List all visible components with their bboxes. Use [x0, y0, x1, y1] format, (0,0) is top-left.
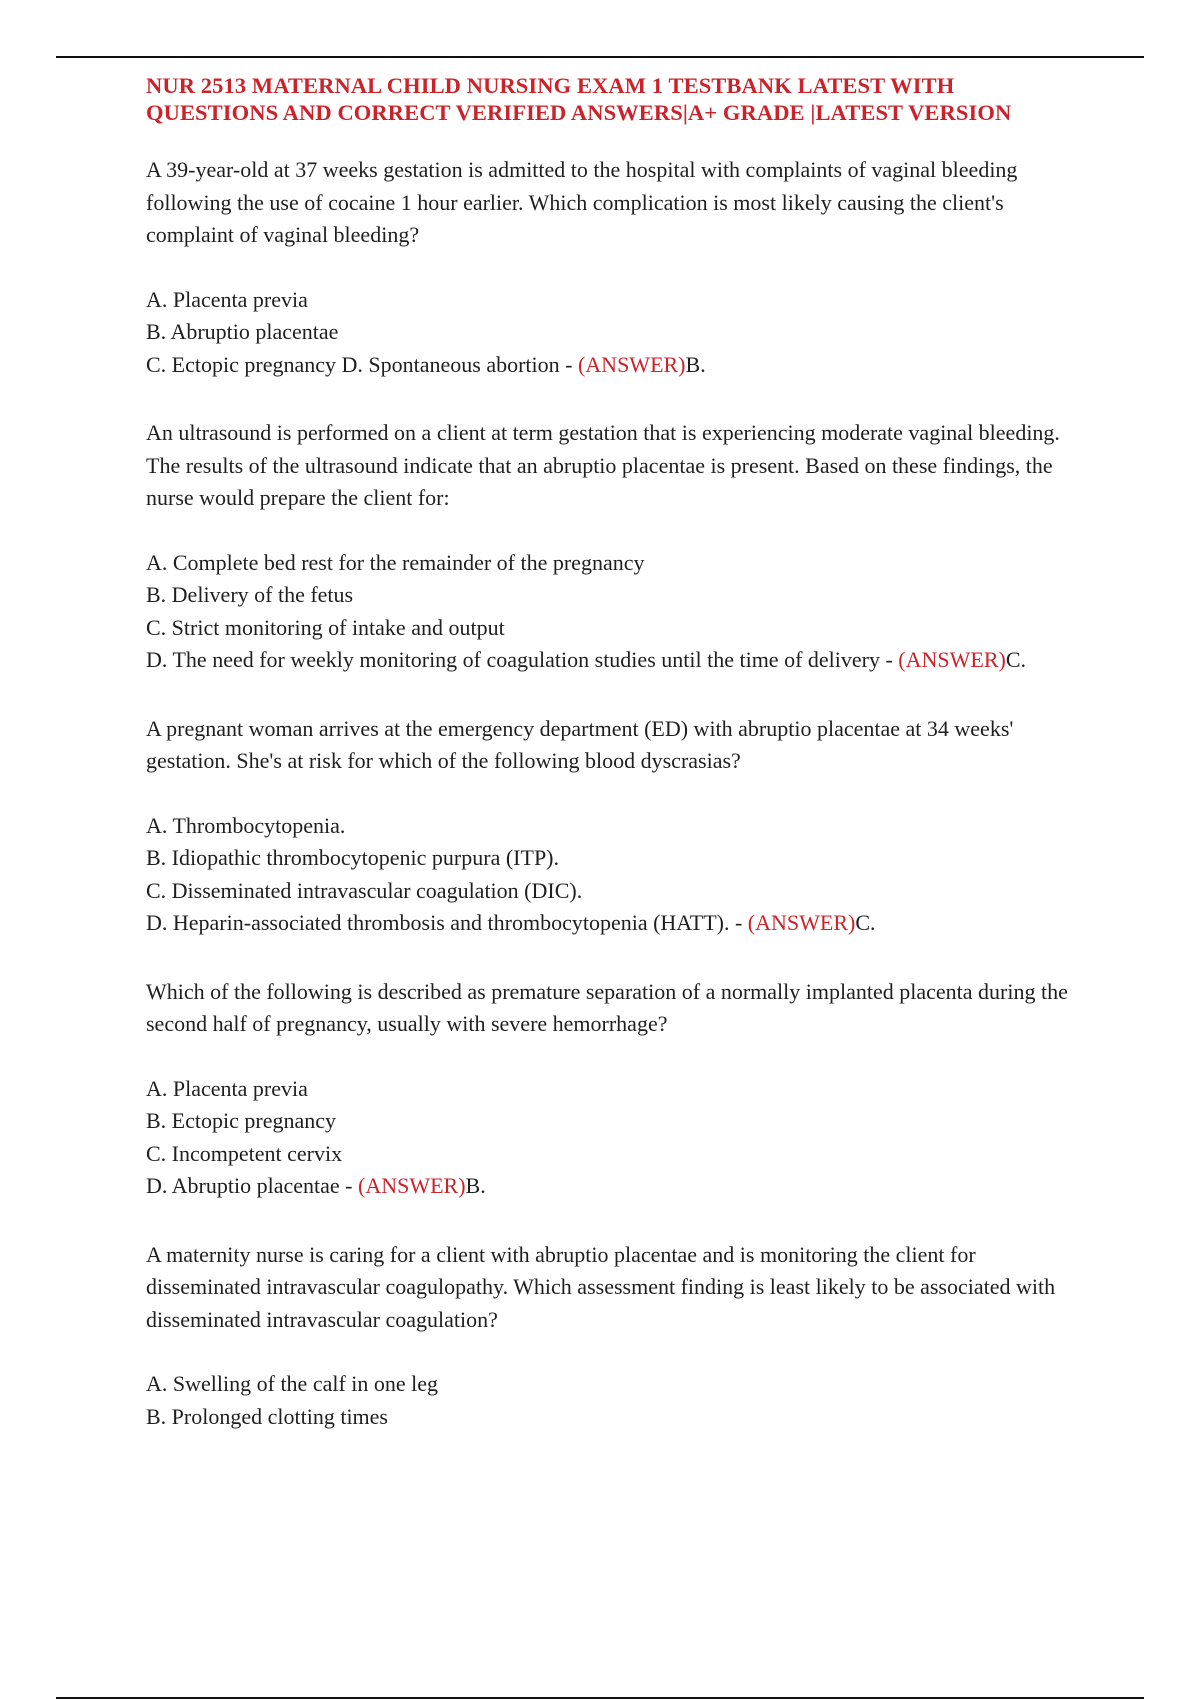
- question-block: [146, 154, 1086, 381]
- question-block: [146, 417, 1086, 677]
- question-stem: A pregnant woman arrives at the emergency department (ED) with abruptio placentae at 34 weeks' gestation. She's at risk for which of the following blood dyscrasias?: [146, 715, 1014, 773]
- question-stem: An ultrasound is performed on a client at term gestation that is experiencing moderate vaginal bleeding. The results of the ultrasound indicate that an abruptio placentae is present. Based on these findings, the nurse would prepare the client for:: [146, 420, 1060, 510]
- answer-letter: B.: [465, 1173, 486, 1198]
- answer-letter: C.: [855, 910, 876, 935]
- answer-marker: (ANSWER): [747, 910, 856, 935]
- question-block: [146, 713, 1086, 940]
- option: A. Thrombocytopenia.: [146, 812, 346, 838]
- document-title: [146, 72, 1086, 126]
- top-rule: [56, 56, 1144, 58]
- question-stem: A maternity nurse is caring for a client with abruptio placentae and is monitoring the client for disseminated intravascular coagulopathy. Which assessment finding is least likely to be associated with disseminated intravascular coagulation?: [146, 1241, 1056, 1332]
- answer-marker: (ANSWER): [358, 1173, 466, 1198]
- option: B. Idiopathic thrombocytopenic purpura (ITP).: [146, 845, 560, 870]
- answer-marker: (ANSWER): [577, 351, 686, 377]
- option: A. Complete bed rest for the remainder of the pregnancy: [146, 549, 645, 575]
- question-block: [146, 1239, 1086, 1434]
- options-list: [146, 284, 1086, 382]
- option: A. Placenta previa: [146, 1075, 308, 1101]
- option-text: D. The need for weekly monitoring of coagulation studies until the time of delivery -: [146, 647, 899, 672]
- title-line-2: QUESTIONS AND CORRECT VERIFIED ANSWERS|A+ GRADE |LATEST VERSION: [146, 100, 1012, 125]
- option: B. Ectopic pregnancy: [146, 1108, 336, 1133]
- answer-letter: C.: [1005, 647, 1027, 672]
- option: C. Incompetent cervix: [146, 1140, 343, 1166]
- options-list: [146, 810, 1086, 940]
- option: B. Prolonged clotting times: [146, 1403, 388, 1429]
- question-stem: A 39-year-old at 37 weeks gestation is admitted to the hospital with complaints of vaginal bleeding following the use of cocaine 1 hour earlier. Which complication is most likely causing the client's complaint of vaginal bleeding?: [146, 157, 1018, 247]
- option-with-answer: [146, 644, 1086, 677]
- options-list: [146, 1368, 1086, 1433]
- option-text: D. Abruptio placentae -: [146, 1173, 358, 1198]
- option-with-answer: [146, 1170, 1086, 1203]
- title-line-1: NUR 2513 MATERNAL CHILD NURSING EXAM 1 TESTBANK LATEST WITH: [146, 73, 955, 98]
- question-stem: Which of the following is described as premature separation of a normally implanted placenta during the second half of pregnancy, usually with severe hemorrhage?: [146, 978, 1068, 1036]
- options-list: [146, 547, 1086, 677]
- document-page: [146, 72, 1086, 1433]
- option: B. Delivery of the fetus: [146, 582, 354, 607]
- option-with-answer: [146, 349, 1086, 382]
- option: A. Swelling of the calf in one leg: [146, 1371, 439, 1396]
- options-list: [146, 1073, 1086, 1203]
- question-block: [146, 976, 1086, 1203]
- option-text: C. Ectopic pregnancy D. Spontaneous abortion -: [146, 351, 578, 377]
- option: C. Strict monitoring of intake and output: [146, 614, 505, 640]
- option: A. Placenta previa: [146, 286, 308, 312]
- bottom-rule: [56, 1697, 1144, 1699]
- answer-marker: (ANSWER): [898, 647, 1006, 672]
- answer-letter: B.: [685, 351, 706, 377]
- option-with-answer: [146, 907, 1086, 940]
- option-text: D. Heparin-associated thrombosis and thrombocytopenia (HATT). -: [146, 910, 748, 935]
- option: C. Disseminated intravascular coagulation (DIC).: [146, 877, 583, 903]
- option: B. Abruptio placentae: [146, 319, 339, 344]
